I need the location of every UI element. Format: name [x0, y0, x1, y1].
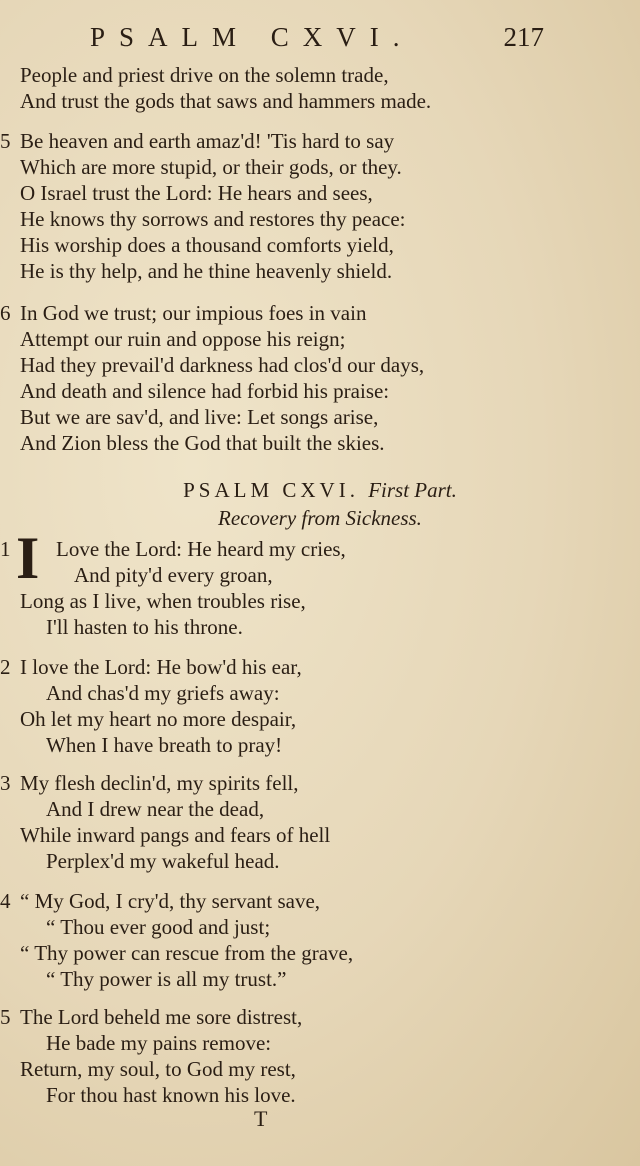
- text-line: He bade my pains remove:: [46, 1031, 272, 1055]
- text-line: O Israel trust the Lord: He hears and sees,: [20, 181, 373, 205]
- text-line: People and priest drive on the solemn trade,: [20, 63, 389, 87]
- text-line: And death and silence had forbid his praise:: [20, 379, 390, 403]
- text-line: “ Thy power can rescue from the grave,: [20, 941, 354, 965]
- stanza-number: 3: [0, 771, 11, 795]
- text-line: “ Thy power is all my trust.”: [46, 967, 287, 991]
- text-line: He is thy help, and he thine heavenly shield.: [20, 259, 393, 283]
- text-line: Which are more stupid, or their gods, or they.: [20, 155, 402, 179]
- text-line: Return, my soul, to God my rest,: [20, 1057, 296, 1081]
- section-title-text: PSALM CXVI.: [183, 478, 359, 502]
- text-line: And I drew near the dead,: [46, 797, 265, 821]
- text-line: Be heaven and earth amaz'd! 'Tis hard to say: [20, 129, 395, 153]
- running-header: [0, 22, 640, 56]
- verse-number: 6: [0, 301, 11, 325]
- text-line: When I have breath to pray!: [46, 733, 283, 757]
- text-line: While inward pangs and fears of hell: [20, 823, 331, 847]
- text-line: And pity'd every groan,: [74, 563, 273, 587]
- stanza-number: 1: [0, 537, 11, 561]
- text-line: The Lord beheld me sore distrest,: [20, 1005, 303, 1029]
- page-number: 217: [503, 22, 544, 52]
- text-line: And Zion bless the God that built the skies.: [20, 431, 385, 455]
- text-line: My flesh declin'd, my spirits fell,: [20, 771, 299, 795]
- text-line: Love the Lord: He heard my cries,: [56, 537, 346, 561]
- stanza-number: 4: [0, 889, 11, 913]
- text-line: He knows thy sorrows and restores thy peace:: [20, 207, 406, 231]
- section-part: First Part.: [368, 478, 457, 502]
- text-line: Perplex'd my wakeful head.: [46, 849, 280, 873]
- text-line: Had they prevail'd darkness had clos'd our days,: [20, 353, 425, 377]
- section-title: [0, 477, 640, 503]
- section-subtitle: Recovery from Sickness.: [218, 506, 422, 530]
- text-line: And trust the gods that saws and hammers made.: [20, 89, 432, 113]
- text-line: “ My God, I cry'd, thy servant save,: [20, 889, 321, 913]
- stanza-number: 5: [0, 1005, 11, 1029]
- text-line: Long as I live, when troubles rise,: [20, 589, 306, 613]
- text-line: Oh let my heart no more despair,: [20, 707, 297, 731]
- text-line: For thou hast known his love.: [46, 1083, 296, 1107]
- drop-cap: I: [16, 525, 40, 591]
- text-line: And chas'd my griefs away:: [46, 681, 280, 705]
- text-line: I'll hasten to his throne.: [46, 615, 243, 639]
- text-line: His worship does a thousand comforts yield,: [20, 233, 394, 257]
- stanza-number: 2: [0, 655, 11, 679]
- text-line: Attempt our ruin and oppose his reign;: [20, 327, 346, 351]
- text-line: In God we trust; our impious foes in vain: [20, 301, 367, 325]
- text-line: “ Thou ever good and just;: [46, 915, 271, 939]
- signature-mark: T: [254, 1106, 268, 1131]
- text-line: I love the Lord: He bow'd his ear,: [20, 655, 302, 679]
- verse-number: 5: [0, 129, 11, 153]
- header-title: PSALM CXVI.: [90, 22, 414, 52]
- text-line: But we are sav'd, and live: Let songs arise,: [20, 405, 379, 429]
